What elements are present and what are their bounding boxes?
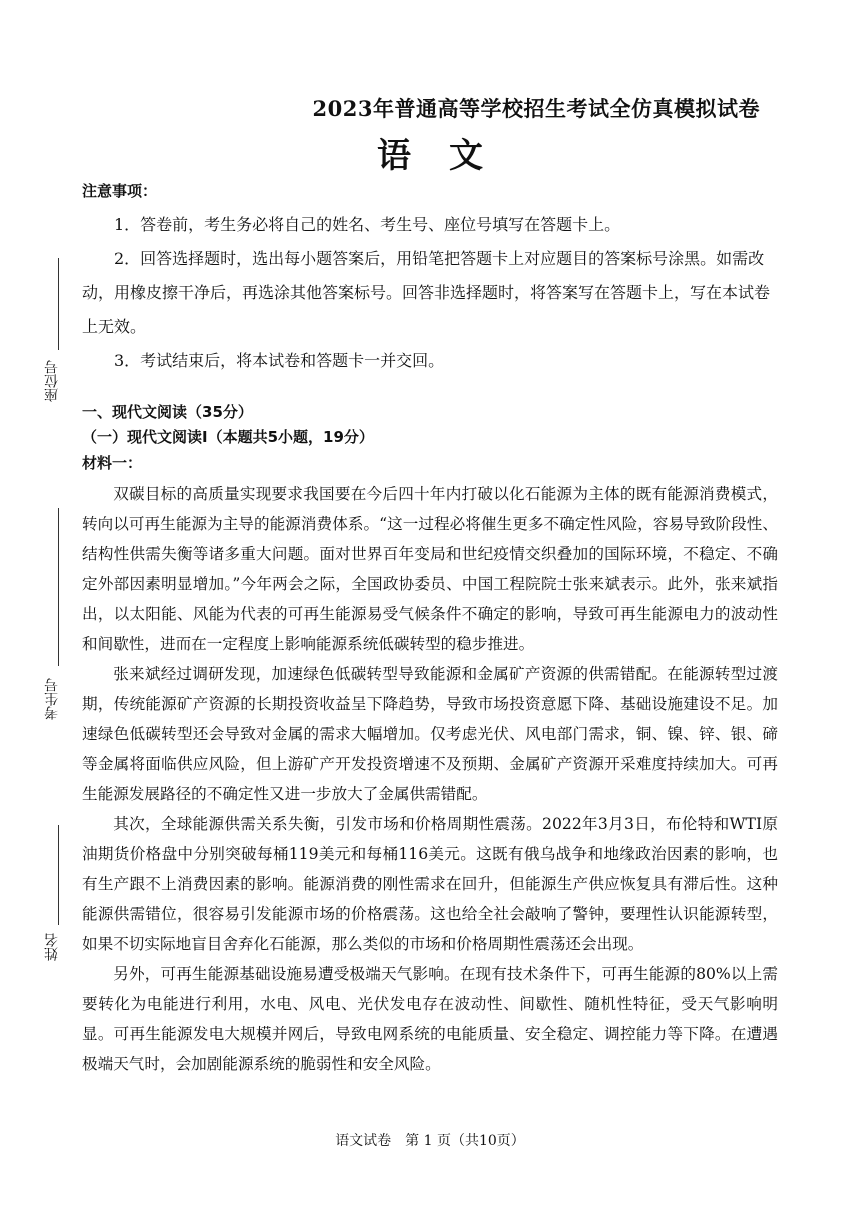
section-subtitle: （一）现代文阅读Ⅰ（本题共5小题，19分） bbox=[82, 428, 374, 446]
section-title: 一、现代文阅读（35分） bbox=[82, 403, 253, 421]
subject-title: 语文 bbox=[377, 136, 521, 176]
notice-item-1: 1．答卷前，考生务必将自己的姓名、考生号、座位号填写在答题卡上。 bbox=[114, 215, 621, 234]
page-footer: 语文试卷 第 1 页（共10页） bbox=[335, 1133, 525, 1149]
name-label: 姓名 bbox=[44, 933, 60, 961]
material-body bbox=[82, 479, 778, 1079]
reading-section bbox=[82, 400, 778, 476]
paragraph: 另外，可再生能源基础设施易遭受极端天气影响。在现有技术条件下，可再生能源的80%以上需要转化为电能进行利用，水电、风电、光伏发电存在波动性、间歇性、随机性特征，受天气影响明显。可再生能源发电大规模并网后，导致电网系统的电能质量、安全稳定、调控能力等下降。在遭遇极端天气时，会加剧能源系统的脆弱性和安全风险。 bbox=[82, 965, 778, 1073]
material-label: 材料一： bbox=[82, 454, 143, 472]
seat-label: 座位号 bbox=[44, 360, 60, 402]
name-line bbox=[58, 825, 59, 925]
paragraph: 其次，全球能源供需关系失衡，引发市场和价格周期性震荡。2022年3月3日，布伦特和WTI原油期货价格盘中分别突破每桶119美元和每桶116美元。这既有俄乌战争和地缘政治因素的影响，也有生产跟不上消费因素的影响。能源消费的刚性需求在回升，但能源生产供应恢复具有滞后性。这种能源供需错位，很容易引发能源市场的价格震荡。这也给全社会敲响了警钟，要理性认识能源转型，如果不切实际地盲目舍弃化石能源，那么类似的市场和价格周期性震荡还会出现。 bbox=[82, 815, 778, 953]
exam-title: 2023年普通高等学校招生考试全仿真模拟试卷 bbox=[312, 96, 760, 121]
notice-section bbox=[82, 178, 778, 378]
notice-item-3: 3．考试结束后，将本试卷和答题卡一并交回。 bbox=[114, 351, 445, 370]
paragraph: 双碳目标的高质量实现要求我国要在今后四十年内打破以化石能源为主体的既有能源消费模式，转向以可再生能源为主导的能源消费体系。“这一过程必将催生更多不确定性风险，容易导致阶段性、结构性供需失衡等诸多重大问题。面对世界百年变局和世纪疫情交织叠加的国际环境，不稳定、不确定外部因素明显增加。”今年两会之际，全国政协委员、中国工程院院士张来斌表示。此外，张来斌指出，以太阳能、风能为代表的可再生能源易受气候条件不确定的影响，导致可再生能源电力的波动性和间歇性，进而在一定程度上影响能源系统低碳转型的稳步推进。 bbox=[82, 485, 778, 653]
notice-item-2: 2．回答选择题时，选出每小题答案后，用铅笔把答题卡上对应题目的答案标号涂黑。如需改动，用橡皮擦干净后，再选涂其他答案标号。回答非选择题时，将答案写在答题卡上，写在本试卷上无效。 bbox=[82, 249, 771, 336]
seat-line bbox=[58, 258, 59, 350]
exam-no-line bbox=[58, 508, 59, 666]
notice-heading: 注意事项： bbox=[82, 182, 158, 200]
paragraph: 张来斌经过调研发现，加速绿色低碳转型导致能源和金属矿产资源的供需错配。在能源转型过渡期，传统能源矿产资源的长期投资收益呈下降趋势，导致市场投资意愿下降、基础设施建设不足。加速绿色低碳转型还会导致对金属的需求大幅增加。仅考虑光伏、风电部门需求，铜、镍、锌、银、碲等金属将面临供应风险，但上游矿产开发投资增速不及预期、金属矿产资源开采难度持续加大。可再生能源发展路径的不确定性又进一步放大了金属供需错配。 bbox=[82, 665, 778, 803]
exam-no-label: 考生号 bbox=[44, 678, 60, 720]
